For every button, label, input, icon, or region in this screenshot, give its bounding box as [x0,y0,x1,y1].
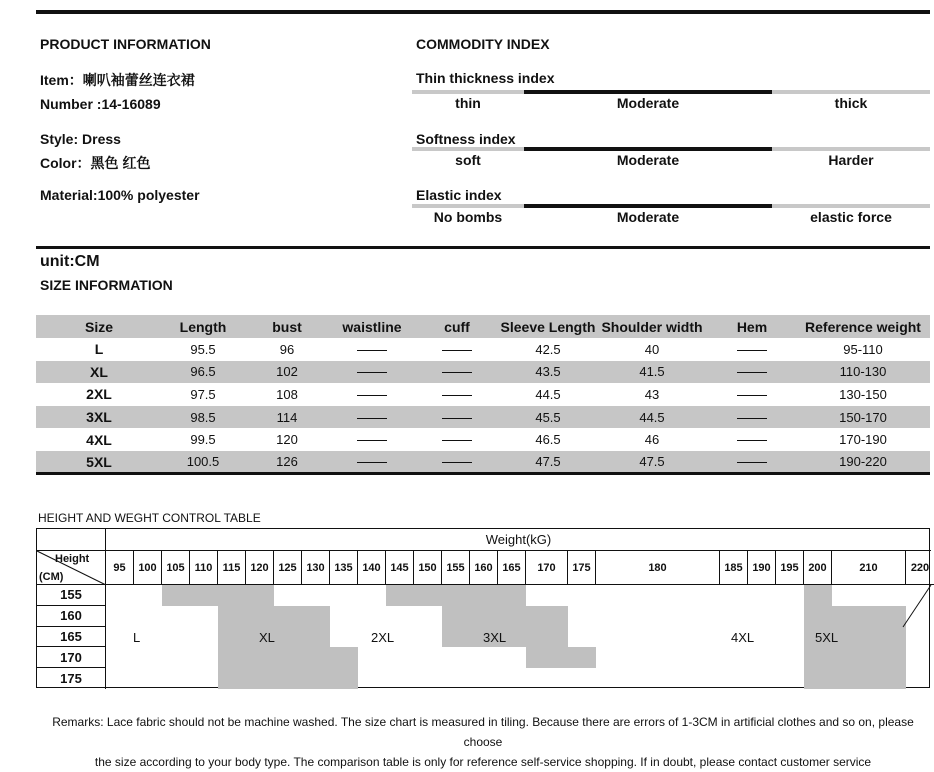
hem-cell [708,361,796,384]
weight-cell: 95-110 [843,341,883,357]
size-zone-label: 4XL [731,629,755,645]
cuff-cell [414,428,500,451]
softness-mid: Moderate [616,152,680,168]
weight-header-cell: 145 [386,551,414,585]
bust-cell: 102 [244,361,330,384]
empty-value-dash [737,462,767,463]
item-number: Number :14-16089 [40,96,161,112]
product-info-header: PRODUCT INFORMATION [40,36,211,52]
shoulder-cell: 40 [644,341,660,357]
cuff-cell [414,361,500,384]
weight-header-cell: 180 [596,551,720,585]
weight-axis-label: Weight(kG) [106,529,931,551]
shoulder-cell: 41.5 [596,361,708,384]
size-cell: L [94,341,104,358]
shoulder-cell: 44.5 [596,406,708,429]
corner-cell [37,529,106,551]
weight-header-cell: 185 [720,551,748,585]
cuff-cell [414,406,500,429]
height-row-label: 165 [37,627,106,648]
thickness-low: thin [455,95,481,111]
control-table-title: HEIGHT AND WEGHT CONTROL TABLE [38,511,261,525]
weight-header-cell: 160 [470,551,498,585]
size-zone-shade [804,606,906,689]
size-zone-shade [218,647,358,689]
cuff-cell [414,338,500,361]
sleeve-cell: 45.5 [500,406,596,429]
size-zone-shade [526,647,596,668]
hem-cell [708,338,796,361]
shoulder-cell: 43 [644,386,660,402]
col-sleeve-length: Sleeve Length [500,315,596,338]
weight-header-cell: 135 [330,551,358,585]
size-table [36,315,930,475]
softness-scale [412,147,930,167]
shoulder-cell: 47.5 [596,451,708,474]
empty-value-dash [442,418,472,419]
height-label: Height [55,553,90,565]
size-table-header [36,315,930,338]
weight-cell: 170-190 [839,432,887,448]
weight-cell: 130-150 [839,386,887,402]
thickness-mid: Moderate [616,95,680,111]
empty-value-dash [442,462,472,463]
weight-header-cell: 195 [776,551,804,585]
item-material: Material:100% polyester [40,187,200,203]
size-cell: 2XL [86,386,112,403]
table-row [36,361,930,384]
size-zone-shade [162,585,274,606]
weight-cell: 190-220 [796,451,930,474]
thickness-scale [412,90,930,110]
item-style: Style: Dress [40,131,121,147]
empty-value-dash [442,350,472,351]
bust-cell: 96 [279,341,295,357]
size-zone-label: 3XL [483,629,507,645]
col-shoulder-width: Shoulder width [596,315,708,338]
hem-cell [708,428,796,451]
empty-value-dash [737,350,767,351]
waistline-cell [330,428,414,451]
shoulder-cell: 46 [644,432,660,448]
weight-header-cell: 170 [526,551,568,585]
weight-header-cell: 200 [804,551,832,585]
weight-header-cell: 175 [568,551,596,585]
sleeve-cell: 43.5 [500,361,596,384]
length-cell: 100.5 [162,451,244,474]
remarks-line-2: the size according to your body type. The comparison table is only for reference self-service shopping. If in doubt, please contact customer service [94,755,872,769]
hem-cell [708,383,796,406]
top-rule [36,10,930,14]
col-reference-weight: Reference weight [796,315,930,338]
table-row [36,338,930,361]
weight-header-cell: 220 [906,551,934,585]
weight-header-cell: 140 [358,551,386,585]
weight-header-cell: 165 [498,551,526,585]
weight-header-cell: 155 [442,551,470,585]
size-zone-shade [386,585,526,606]
table-row [36,406,930,429]
length-cell: 96.5 [162,361,244,384]
item-name: Item：喇叭袖蕾丝连衣裙 [40,72,195,88]
height-row-label: 155 [37,585,106,606]
height-row-label: 175 [37,668,106,689]
empty-value-dash [357,395,387,396]
cuff-cell [414,383,500,406]
length-cell: 97.5 [190,386,216,402]
size-zone-label: 2XL [371,629,395,645]
empty-value-dash [737,372,767,373]
section-divider [36,246,930,249]
empty-value-dash [737,418,767,419]
elastic-index-title: Elastic index [416,187,502,203]
waistline-cell [330,406,414,429]
waistline-cell [330,338,414,361]
elastic-low: No bombs [433,209,503,225]
size-cell: 3XL [36,406,162,429]
weight-header-cell: 150 [414,551,442,585]
height-weight-table [36,528,930,688]
empty-value-dash [357,462,387,463]
length-cell: 99.5 [190,432,216,448]
table-row [36,383,930,406]
item-color: Color：黑色 红色 [40,155,151,171]
remarks-line-1: Remarks: Lace fabric should not be machine washed. The size chart is measured in tiling. Because there are errors of 1-3CM in artificial clothes and so on, please choose [52,715,914,749]
elastic-high: elastic force [810,209,892,225]
size-cell: 4XL [86,431,112,448]
corner-diagonal [903,585,931,627]
softness-low: soft [455,152,481,168]
col-length: Length [162,315,244,338]
weight-header-cell: 110 [190,551,218,585]
weight-header-cell: 210 [832,551,906,585]
col-cuff: cuff [414,315,500,338]
cm-label: (CM) [39,571,64,583]
empty-value-dash [737,395,767,396]
size-info-header: SIZE INFORMATION [40,277,173,293]
col-bust: bust [244,315,330,338]
weight-header-cell: 105 [162,551,190,585]
weight-header-cell: 115 [218,551,246,585]
bust-cell: 108 [276,386,298,402]
empty-value-dash [357,372,387,373]
size-cell: XL [36,361,162,384]
weight-header-cell: 125 [274,551,302,585]
size-zone-label: 5XL [815,629,839,645]
length-cell: 98.5 [162,406,244,429]
empty-value-dash [737,440,767,441]
size-zone-label: XL [259,629,275,645]
empty-value-dash [357,418,387,419]
commodity-index-header: COMMODITY INDEX [416,36,550,52]
unit-label: unit:CM [40,253,100,270]
sleeve-cell: 44.5 [535,386,561,402]
height-row-label: 170 [37,647,106,668]
elastic-scale [412,204,930,224]
weight-cell: 150-170 [796,406,930,429]
weight-header-cell: 120 [246,551,274,585]
col-waistline: waistline [330,315,414,338]
empty-value-dash [442,440,472,441]
size-cell: 5XL [36,451,162,474]
table-row [36,428,930,451]
softness-index-title: Softness index [416,131,516,147]
bust-cell: 120 [276,432,298,448]
hem-cell [708,406,796,429]
waistline-cell [330,361,414,384]
weight-header-cell: 100 [134,551,162,585]
thickness-high: thick [834,95,868,111]
size-zone-shade [804,585,832,606]
col-hem: Hem [708,315,796,338]
sleeve-cell: 46.5 [535,432,561,448]
weight-header-cell: 130 [302,551,330,585]
thickness-index-title: Thin thickness index [416,70,555,86]
bust-cell: 126 [244,451,330,474]
waistline-cell [330,383,414,406]
sleeve-cell: 47.5 [500,451,596,474]
softness-high: Harder [828,152,874,168]
cuff-cell [414,451,500,474]
sleeve-cell: 42.5 [535,341,561,357]
length-cell: 95.5 [190,341,216,357]
waistline-cell [330,451,414,474]
weight-cell: 110-130 [796,361,930,384]
height-unit-header [37,551,106,585]
weight-header-cell: 190 [748,551,776,585]
weight-header-cell: 95 [106,551,134,585]
hem-cell [708,451,796,474]
empty-value-dash [357,350,387,351]
empty-value-dash [357,440,387,441]
col-size: Size [36,315,162,338]
remarks [36,712,930,772]
empty-value-dash [442,395,472,396]
table-row [36,451,930,474]
elastic-mid: Moderate [616,209,680,225]
size-zone-label: L [133,629,141,645]
empty-value-dash [442,372,472,373]
bust-cell: 114 [244,406,330,429]
height-row-label: 160 [37,606,106,627]
